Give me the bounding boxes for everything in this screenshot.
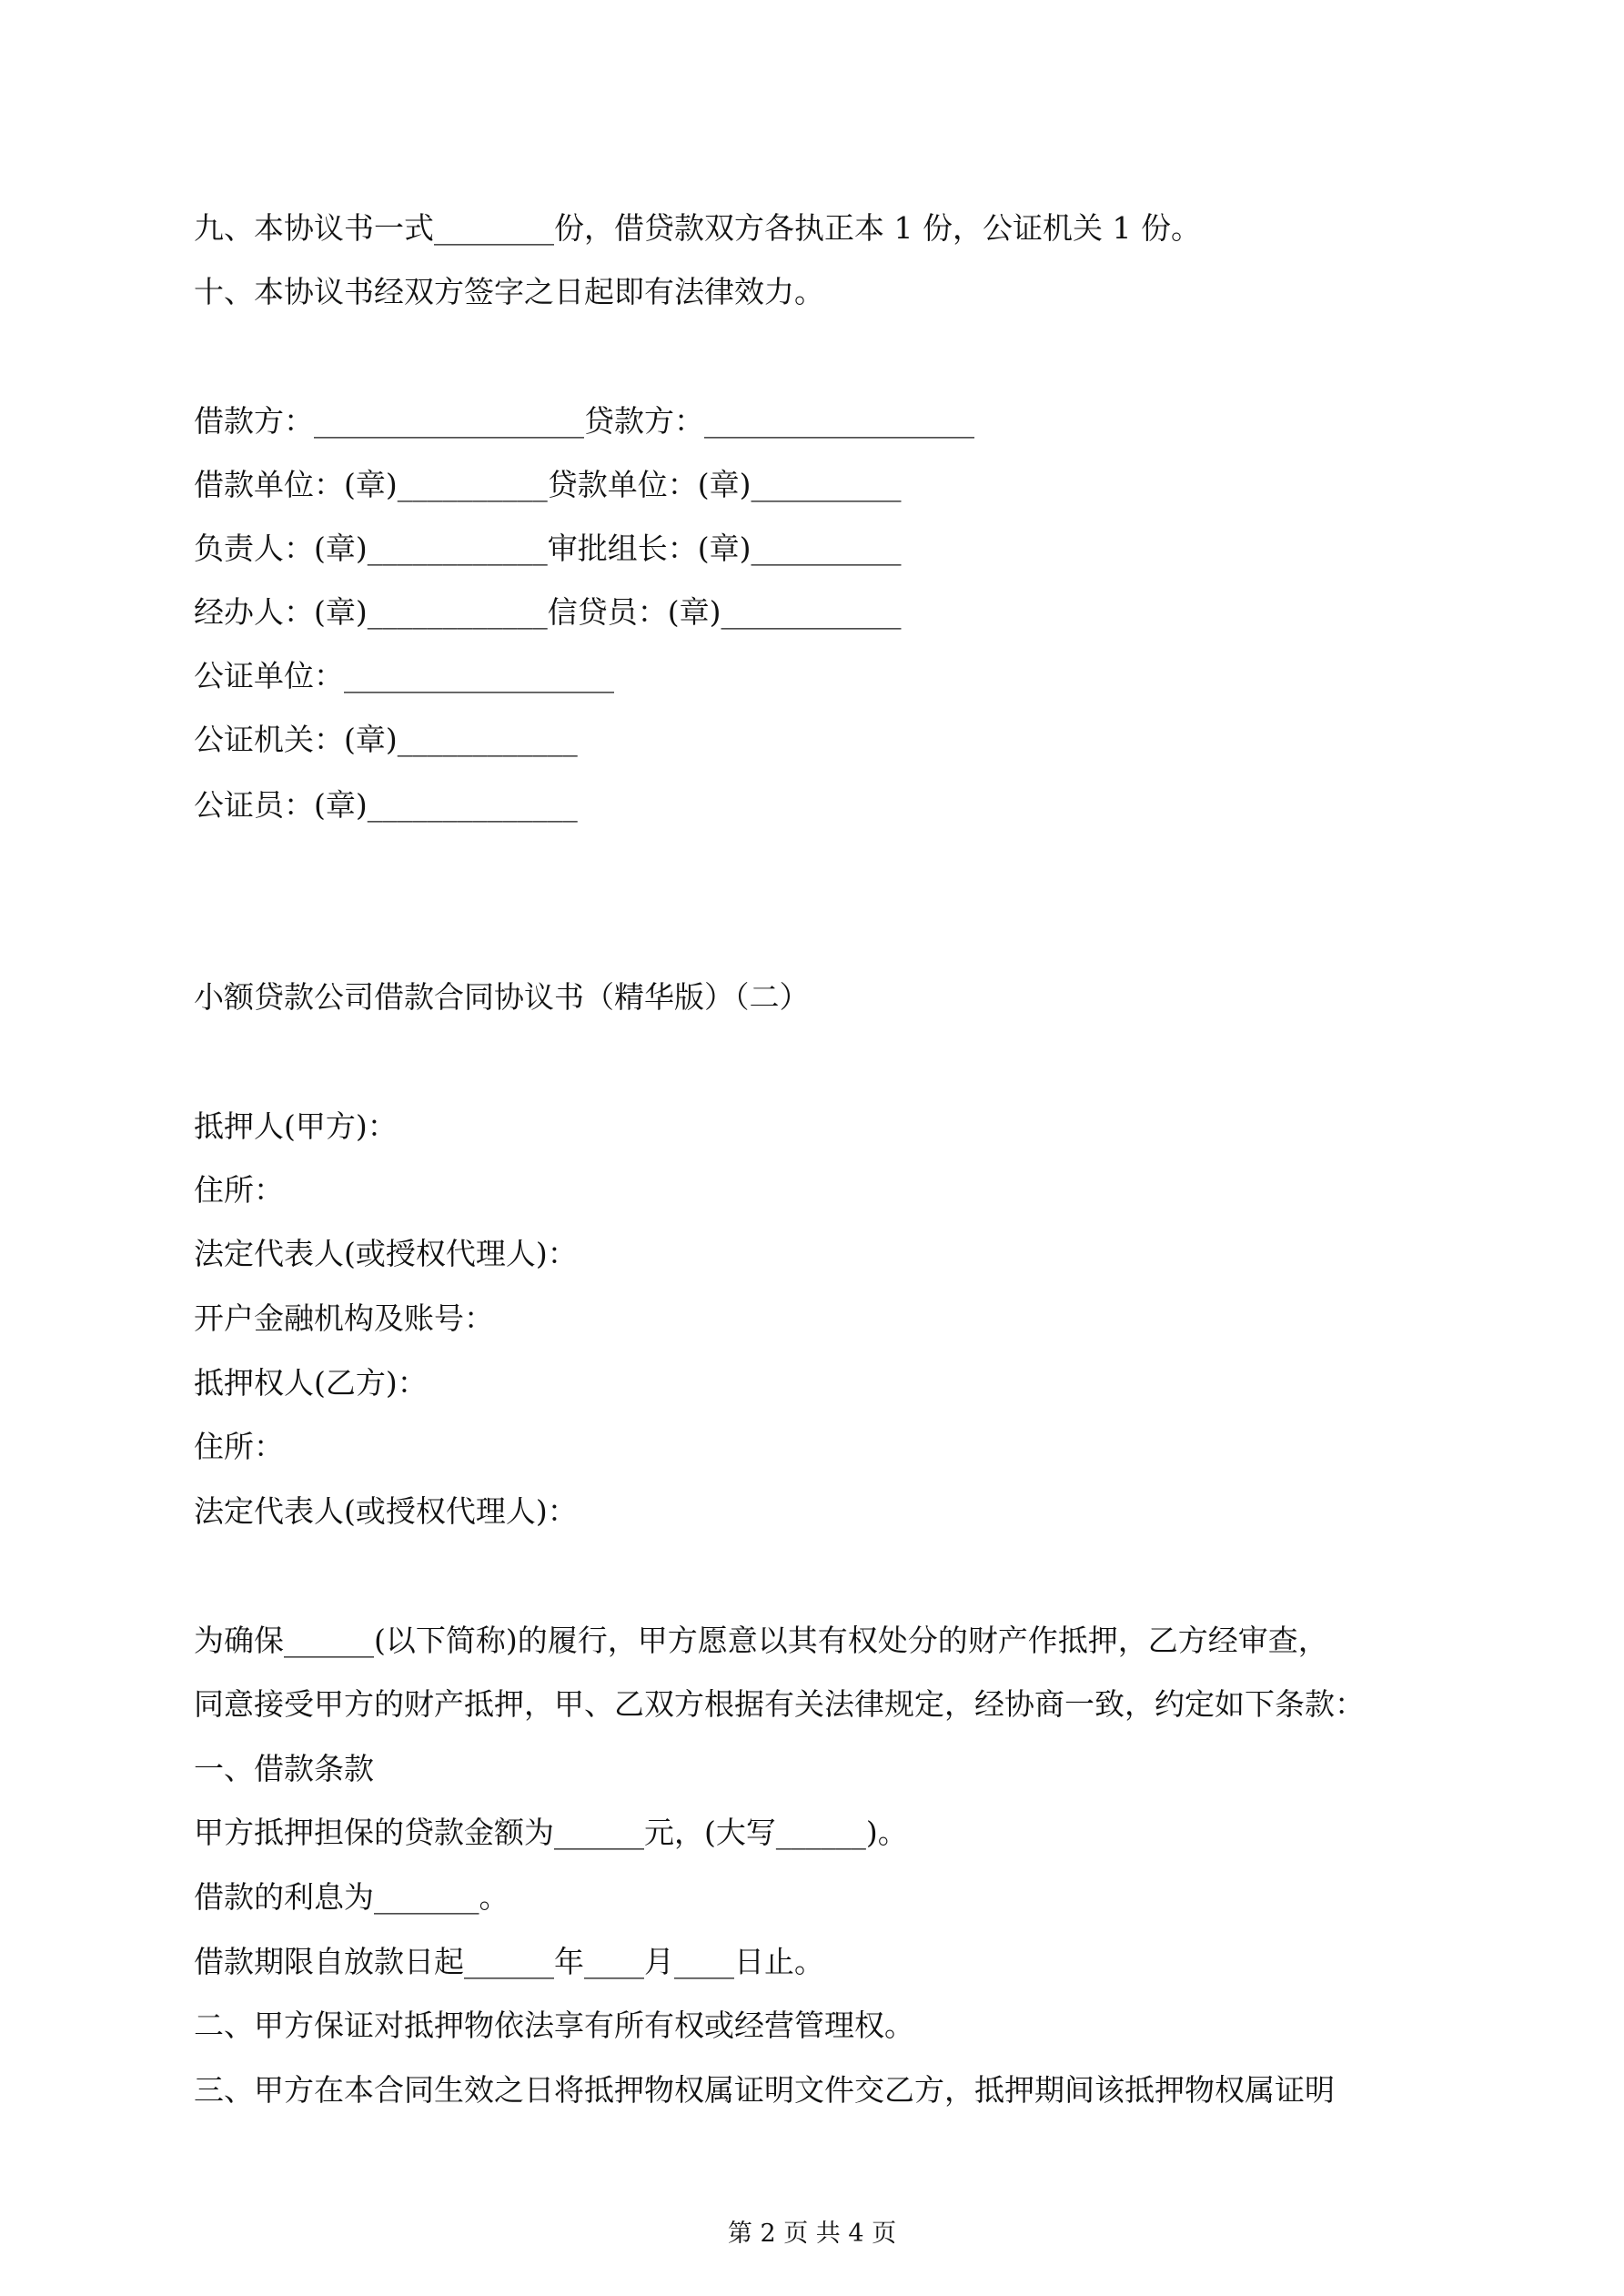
signature-line: 公证员：(章)______________ <box>194 787 578 823</box>
body-paragraph: 借款期限自放款日起______年____月____日止。 <box>194 1944 824 1979</box>
signature-line: 经办人：(章)____________信贷员：(章)____________ <box>194 594 902 630</box>
clause-heading: 二、甲方保证对抵押物依法享有所有权或经营管理权。 <box>194 2008 914 2043</box>
party-field: 开户金融机构及账号： <box>194 1300 494 1336</box>
party-field: 抵押人(甲方)： <box>194 1108 398 1144</box>
party-field: 住所： <box>194 1429 284 1464</box>
party-field: 法定代表人(或授权代理人)： <box>194 1493 578 1529</box>
party-field: 住所： <box>194 1172 284 1208</box>
signature-line: 借款单位：(章)__________贷款单位：(章)__________ <box>194 467 902 502</box>
party-field: 抵押权人(乙方)： <box>194 1365 428 1401</box>
party-field: 法定代表人(或授权代理人)： <box>194 1236 578 1271</box>
clause-nine: 九、本协议书一式________份，借贷款双方各执正本 1 份，公证机关 1 份。 <box>194 210 1201 246</box>
section-title: 小额贷款公司借款合同协议书（精华版）（二） <box>194 979 810 1015</box>
clause-heading: 一、借款条款 <box>194 1751 374 1786</box>
clause-heading: 三、甲方在本合同生效之日将抵押物权属证明文件交乙方，抵押期间该抵押物权属证明 <box>194 2072 1335 2108</box>
page-number: 第 2 页 共 4 页 <box>727 2220 897 2248</box>
signature-line: 公证单位：__________________ <box>194 658 614 693</box>
signature-line: 借款方：__________________贷款方：__________________ <box>194 403 974 439</box>
body-paragraph: 借款的利息为_______。 <box>194 1879 509 1915</box>
signature-line: 负责人：(章)____________审批组长：(章)__________ <box>194 531 902 566</box>
clause-ten: 十、本协议书经双方签字之日起即有法律效力。 <box>194 274 824 309</box>
signature-line: 公证机关：(章)____________ <box>194 722 578 757</box>
body-paragraph: 甲方抵押担保的贷款金额为______元，(大写______)。 <box>194 1815 908 1850</box>
body-paragraph: 为确保______(以下简称)的履行，甲方愿意以其有权处分的财产作抵押，乙方经审查， <box>194 1623 1328 1658</box>
body-paragraph: 同意接受甲方的财产抵押，甲、乙双方根据有关法律规定，经协商一致，约定如下条款： <box>194 1686 1365 1722</box>
